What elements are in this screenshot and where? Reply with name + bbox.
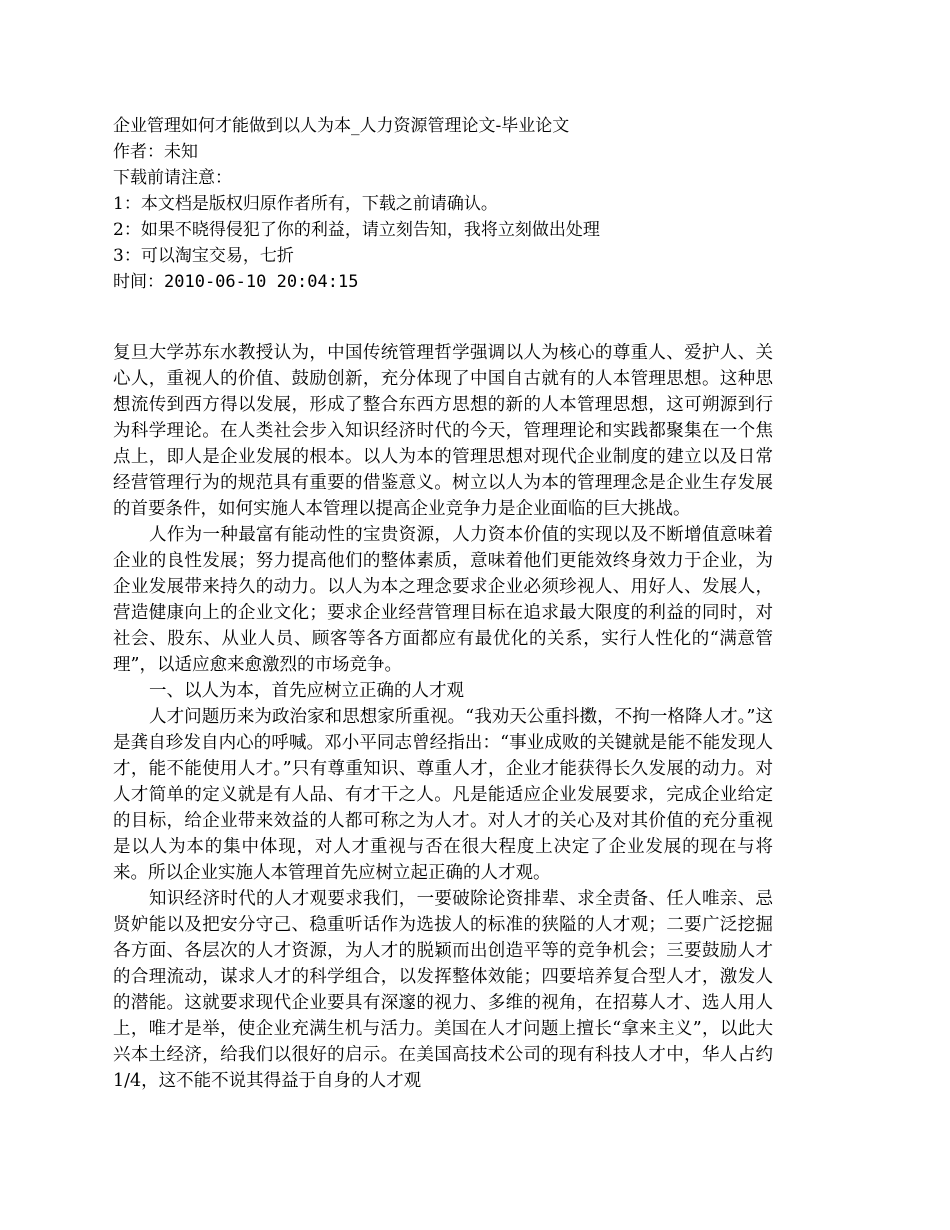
notice-item-2: 2：如果不晓得侵犯了你的利益，请立刻告知，我将立刻做出处理 xyxy=(113,220,600,240)
document-title: 企业管理如何才能做到以人为本_人力资源管理论文-毕业论文 xyxy=(113,116,570,136)
section-heading-1: 一、以人为本，首先应树立正确的人才观 xyxy=(149,681,464,701)
article-paragraph-2: 人作为一种最富有能动性的宝贵资源，人力资本价值的实现以及不断增值意味着企业的良性发展；努力提高他们的整体素质，意味着他们更能效终身效力于企业，为企业发展带来持久的动力。以人为本之理念要求企业必须珍视人、用好人、发展人，营造健康向上的企业文化；要求企业经营管理目标在追求最大限度的利益的同时，对社会、股东、从业人员、顾客等各方面都应有最优化的关系，实行人性化的“满意管理”，以适应愈来愈激烈的市场竞争。 xyxy=(113,525,773,675)
article-paragraph-3: 人才问题历来为政治家和思想家所重视。“我劝天公重抖擞，不拘一格降人才。”这是龚自珍发自内心的呼喊。邓小平同志曾经指出：“事业成败的关键就是能不能发现人才，能不能使用人才。”只有尊重知识、尊重人才，企业才能获得长久发展的动力。对人才简单的定义就是有人品、有才干之人。凡是能适应企业发展要求，完成企业给定的目标，给企业带来效益的人都可称之为人才。对人才的关心及对其价值的充分重视是以人为本的集中体现，对人才重视与否在很大程度上决定了企业发展的现在与将来。所以企业实施人本管理首先应树立起正确的人才观。 xyxy=(113,707,773,883)
notice-item-1: 1：本文档是版权归原作者所有，下载之前请确认。 xyxy=(113,194,498,214)
timestamp-line: 时间：2010-06-10 20:04:15 xyxy=(113,272,359,292)
article-paragraph-4: 知识经济时代的人才观要求我们，一要破除论资排辈、求全责备、任人唯亲、忌贤妒能以及把安分守己、稳重听话作为选拔人的标准的狭隘的人才观；二要广泛挖掘各方面、各层次的人才资源，为人才的脱颖而出创造平等的竞争机会；三要鼓励人才的合理流动，谋求人才的科学组合，以发挥整体效能；四要培养复合型人才，激发人的潜能。这就要求现代企业要具有深邃的视力、多维的视角，在招募人才、选人用人上，唯才是举，使企业充满生机与活力。美国在人才问题上擅长“拿来主义”，以此大兴本土经济，给我们以很好的启示。在美国高技术公司的现有科技人才中，华人占约1/4，这不能不说其得益于自身的人才观 xyxy=(113,889,773,1091)
document-page xyxy=(113,113,773,1094)
author-line: 作者：未知 xyxy=(113,142,198,162)
article-paragraph-1: 复旦大学苏东水教授认为，中国传统管理哲学强调以人为核心的尊重人、爱护人、关心人，重视人的价值、鼓励创新，充分体现了中国自古就有的人本管理思想。这种思想流传到西方得以发展，形成了整合东西方思想的新的人本管理思想，这可朔源到行为科学理论。在人类社会步入知识经济时代的今天，管理理论和实践都聚集在一个焦点上，即人是企业发展的根本。以人为本的管理思想对现代企业制度的建立以及日常经营管理行为的规范具有重要的借鉴意义。树立以人为本的管理理念是企业生存发展的首要条件，如何实施人本管理以提高企业竞争力是企业面临的巨大挑战。 xyxy=(113,343,773,519)
notice-item-3: 3：可以淘宝交易，七折 xyxy=(113,246,294,266)
spacer xyxy=(113,295,773,340)
notice-heading: 下载前请注意： xyxy=(113,168,232,188)
